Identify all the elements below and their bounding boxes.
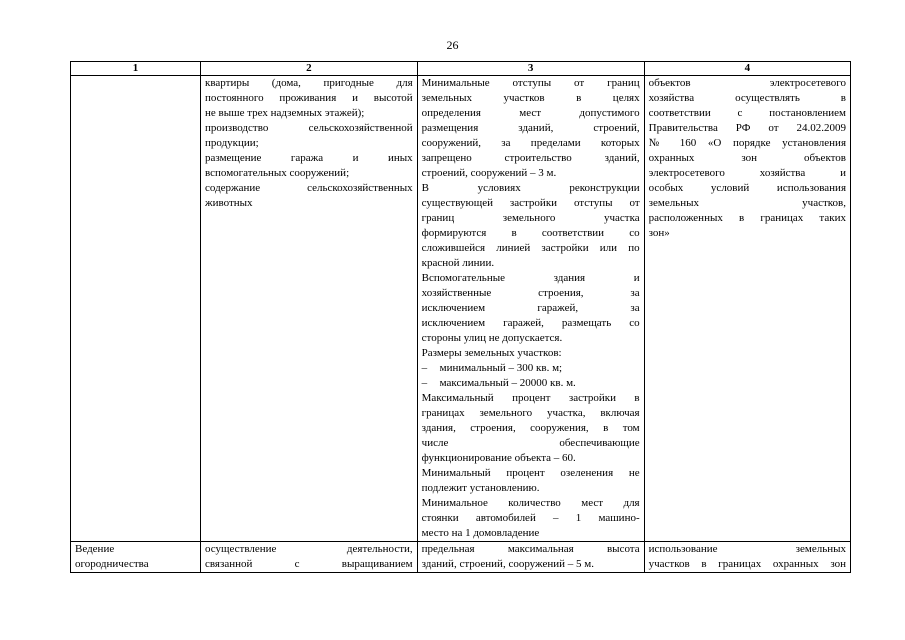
text-line: определения мест допустимого	[421, 107, 640, 119]
text-line: Ведение	[75, 543, 115, 555]
text-line: размещение гаража и иных	[205, 152, 413, 164]
header-col-2: 2	[201, 62, 418, 76]
text-line: Минимальный процент озеленения не	[421, 467, 640, 479]
text-line: здания, строения, сооружения, в том	[421, 422, 640, 434]
row2-col2-cell	[201, 542, 418, 573]
text-line: место на 1 домовладение	[421, 527, 540, 539]
text-line: квартиры (дома, пригодные для	[205, 77, 413, 89]
text-line: предельная максимальная высота	[421, 543, 640, 555]
text-line: участков в границах охранных зон	[648, 558, 846, 570]
text-line: вспомогательных сооружений;	[205, 167, 350, 179]
text-line: функционирование объекта – 60.	[421, 452, 576, 464]
text-line: производство сельскохозяйственной	[205, 122, 413, 134]
text-line: подлежит установлению.	[421, 482, 540, 494]
text-line: сложившейся линией застройки или по	[421, 242, 640, 254]
table-row	[71, 76, 851, 542]
text-line: существующей застройки отступы от	[421, 197, 640, 209]
text-line: максимальный – 20000 кв. м.	[439, 377, 576, 389]
text-line: строений, сооружений – 3 м.	[421, 167, 557, 179]
text-line: Минимальное количество мест для	[421, 497, 640, 509]
text-line: охранных зон объектов	[648, 152, 846, 164]
list-item	[422, 361, 640, 376]
text-line: Вспомогательные здания и	[421, 272, 640, 284]
row1-col2-cell	[201, 76, 418, 542]
row2-col4-cell	[644, 542, 850, 573]
text-line: границах земельного участка, включая	[421, 407, 640, 419]
header-col-3: 3	[417, 62, 644, 76]
text-line: земельных участков в целях	[421, 92, 640, 104]
header-col-1: 1	[71, 62, 201, 76]
text-line: размещения зданий, строений,	[421, 122, 640, 134]
row1-col3-cell	[417, 76, 644, 542]
row1-col4-cell	[644, 76, 850, 542]
row2-col1-cell	[71, 542, 201, 573]
text-line: связанной с выращиванием	[205, 558, 413, 570]
text-line: зон»	[648, 227, 670, 239]
dash-marker: –	[421, 377, 428, 389]
text-line: содержание сельскохозяйственных	[205, 182, 413, 194]
header-col-4: 4	[644, 62, 850, 76]
text-line: зданий, строений, сооружений – 5 м.	[421, 558, 594, 570]
page-number: 26	[446, 38, 459, 52]
text-line: использование земельных	[648, 543, 846, 555]
text-line: огородничества	[75, 558, 149, 570]
text-line: осуществление деятельности,	[205, 543, 413, 555]
text-line: постоянного проживания и высотой	[205, 92, 413, 104]
text-line: расположенных в границах таких	[648, 212, 846, 224]
text-line: сооружений, за пределами которых	[421, 137, 640, 149]
text-line: красной линии.	[421, 257, 495, 269]
text-line: Минимальные отступы от границ	[421, 77, 640, 89]
text-line: Размеры земельных участков:	[421, 347, 562, 359]
text-line: Правительства РФ от 24.02.2009	[648, 122, 846, 134]
text-line: границ земельного участка	[421, 212, 640, 224]
row2-col3-cell	[417, 542, 644, 573]
text-line: не выше трех надземных этажей);	[205, 107, 365, 119]
text-line: минимальный – 300 кв. м;	[439, 362, 563, 374]
text-line: хозяйства осуществлять в	[648, 92, 846, 104]
text-line: запрещено строительство зданий,	[421, 152, 640, 164]
text-line: № 160 «О порядке установления	[648, 137, 846, 149]
text-line: электросетевого хозяйства и	[648, 167, 846, 179]
row1-col1-cell	[71, 76, 201, 542]
text-line: земельных участков,	[648, 197, 846, 209]
text-line: продукции;	[205, 137, 259, 149]
table-header-row	[71, 62, 851, 76]
text-line: формируются в соответствии со	[421, 227, 640, 239]
text-line: исключением гаражей, за	[421, 302, 640, 314]
dash-marker: –	[421, 362, 428, 374]
text-line: животных	[205, 197, 253, 209]
text-line: особых условий использования	[648, 182, 846, 194]
text-line: В условиях реконструкции	[421, 182, 640, 194]
zoning-table	[70, 61, 851, 573]
text-line: хозяйственные строения, за	[421, 287, 640, 299]
text-line: числе обеспечивающие	[421, 437, 640, 449]
text-line: исключением гаражей, размещать со	[421, 317, 640, 329]
text-line: объектов электросетевого	[648, 77, 846, 89]
text-line: соответствии с постановлением	[648, 107, 846, 119]
text-line: стороны улиц не допускается.	[421, 332, 563, 344]
table-row	[71, 542, 851, 573]
text-line: Максимальный процент застройки в	[421, 392, 640, 404]
list-item	[422, 376, 640, 391]
text-line: стоянки автомобилей – 1 машино-	[421, 512, 640, 524]
